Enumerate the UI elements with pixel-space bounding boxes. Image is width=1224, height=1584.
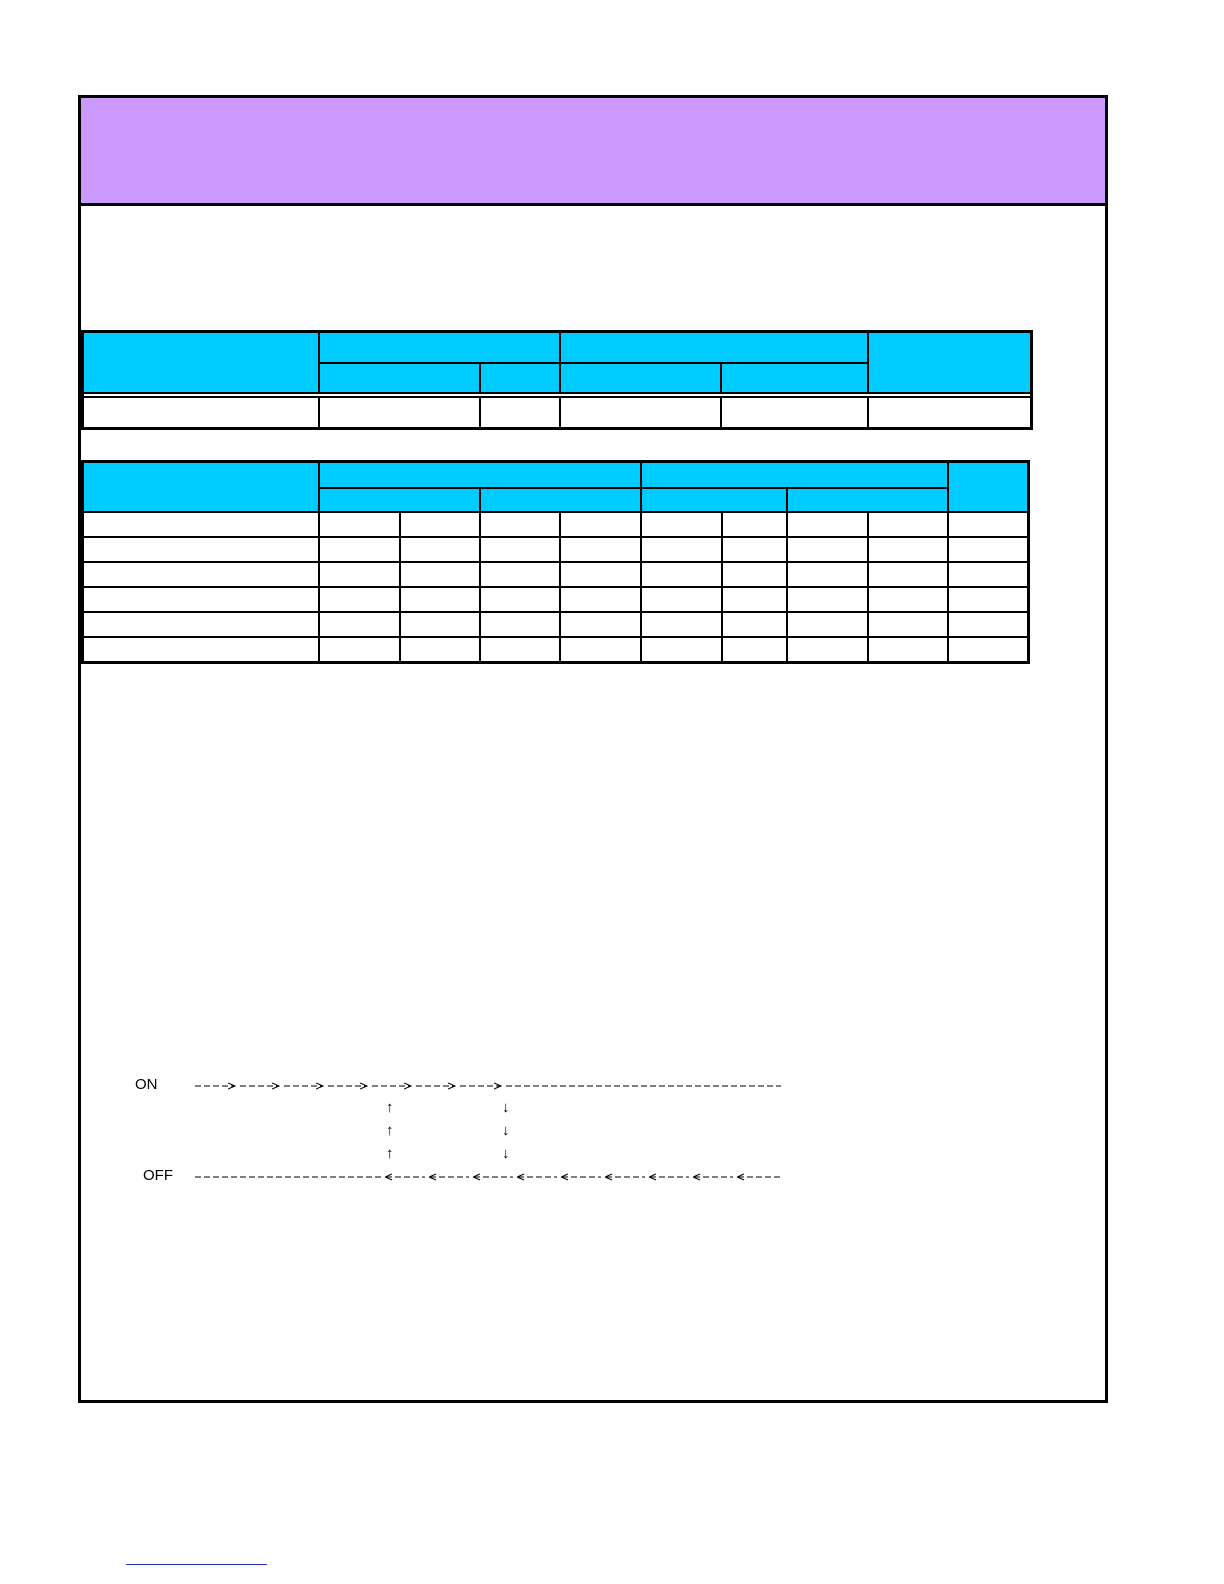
table-row <box>83 562 1029 587</box>
table2-cell <box>560 562 641 587</box>
table2-subheader-cell <box>480 488 642 512</box>
table2-cell <box>480 537 560 562</box>
table2-cell <box>948 512 1028 537</box>
header-band <box>81 98 1105 206</box>
table1-cell <box>560 397 721 429</box>
table2-cell <box>480 612 560 637</box>
table2-subheader-cell <box>787 488 949 512</box>
table2-cell <box>948 637 1028 663</box>
table2-cell <box>787 637 868 663</box>
table1-subheader-cell <box>560 363 721 393</box>
table2-cell <box>868 562 948 587</box>
table-row <box>83 637 1029 663</box>
table2-header-cell <box>319 462 641 489</box>
down-arrow-icon: ↓ <box>502 1099 510 1116</box>
table2-cell <box>400 612 480 637</box>
table1-subheader-cell <box>480 363 560 393</box>
down-arrow-icon: ↓ <box>502 1145 510 1162</box>
table2-cell <box>948 537 1028 562</box>
table2-cell <box>319 587 399 612</box>
table2-cell <box>641 562 721 587</box>
table2-cell <box>83 637 320 663</box>
table2-cell <box>722 587 787 612</box>
table2-cell <box>722 537 787 562</box>
off-label: OFF <box>143 1167 173 1184</box>
document-frame <box>78 95 1108 1403</box>
table2-header-cell <box>83 462 320 513</box>
table-row <box>83 397 1032 429</box>
table2-cell <box>83 537 320 562</box>
table2-header-cell <box>641 462 948 489</box>
table-row <box>83 612 1029 637</box>
table2-cell <box>400 637 480 663</box>
table2-cell <box>400 512 480 537</box>
table2-header-cell <box>948 462 1028 513</box>
table1-cell <box>868 397 1032 429</box>
table-row <box>83 537 1029 562</box>
table2-cell <box>868 612 948 637</box>
table2-cell <box>400 537 480 562</box>
table2-cell <box>948 612 1028 637</box>
table2-cell <box>787 587 868 612</box>
table2-cell <box>722 612 787 637</box>
on-off-timing-diagram <box>129 1073 789 1203</box>
table1-cell <box>319 397 480 429</box>
table1-header-cell <box>83 332 319 394</box>
table1-header-cell <box>319 332 560 364</box>
table2-cell <box>319 537 399 562</box>
down-arrow-icon: ↓ <box>502 1122 510 1139</box>
table1-cell <box>83 397 319 429</box>
table2-cell <box>868 637 948 663</box>
table2-cell <box>83 512 320 537</box>
table2-cell <box>83 562 320 587</box>
spec-table-1 <box>81 330 1033 430</box>
table2-cell <box>319 512 399 537</box>
table2-cell <box>480 637 560 663</box>
table2-cell <box>560 612 641 637</box>
table2-body <box>83 512 1029 663</box>
table2-cell <box>641 512 721 537</box>
table2-cell <box>641 587 721 612</box>
table2-subheader-cell <box>641 488 786 512</box>
table2-cell <box>560 512 641 537</box>
table2-cell <box>868 537 948 562</box>
table2-cell <box>480 587 560 612</box>
spec-table-2 <box>81 460 1030 664</box>
table2-cell <box>319 612 399 637</box>
table2-cell <box>787 537 868 562</box>
table2-cell <box>400 587 480 612</box>
table2-cell <box>787 562 868 587</box>
timing-lines <box>129 1073 789 1203</box>
up-arrow-icon: ↑ <box>386 1099 394 1116</box>
table2-cell <box>560 637 641 663</box>
table1-subheader-cell <box>721 363 868 393</box>
table1-header-cell <box>560 332 868 364</box>
table2-cell <box>83 612 320 637</box>
table2-cell <box>560 537 641 562</box>
table1-cell <box>480 397 560 429</box>
table2-cell <box>400 562 480 587</box>
on-label: ON <box>135 1076 158 1093</box>
up-arrow-icon: ↑ <box>386 1122 394 1139</box>
table-row <box>83 587 1029 612</box>
footer-link[interactable] <box>126 1552 267 1565</box>
table2-cell <box>722 637 787 663</box>
table2-cell <box>787 512 868 537</box>
table2-cell <box>722 512 787 537</box>
table2-cell <box>787 612 868 637</box>
table2-cell <box>480 512 560 537</box>
table2-cell <box>948 587 1028 612</box>
table2-subheader-cell <box>319 488 480 512</box>
table2-cell <box>83 587 320 612</box>
table2-cell <box>948 562 1028 587</box>
table1-cell <box>721 397 868 429</box>
table2-cell <box>868 587 948 612</box>
table2-cell <box>868 512 948 537</box>
up-arrow-icon: ↑ <box>386 1145 394 1162</box>
table2-cell <box>480 562 560 587</box>
table2-cell <box>319 637 399 663</box>
table2-cell <box>722 562 787 587</box>
table1-header-cell <box>868 332 1032 394</box>
table2-cell <box>319 562 399 587</box>
table2-cell <box>641 612 721 637</box>
table1-subheader-cell <box>319 363 480 393</box>
table2-cell <box>641 637 721 663</box>
table2-cell <box>560 587 641 612</box>
table-row <box>83 512 1029 537</box>
table2-cell <box>641 537 721 562</box>
